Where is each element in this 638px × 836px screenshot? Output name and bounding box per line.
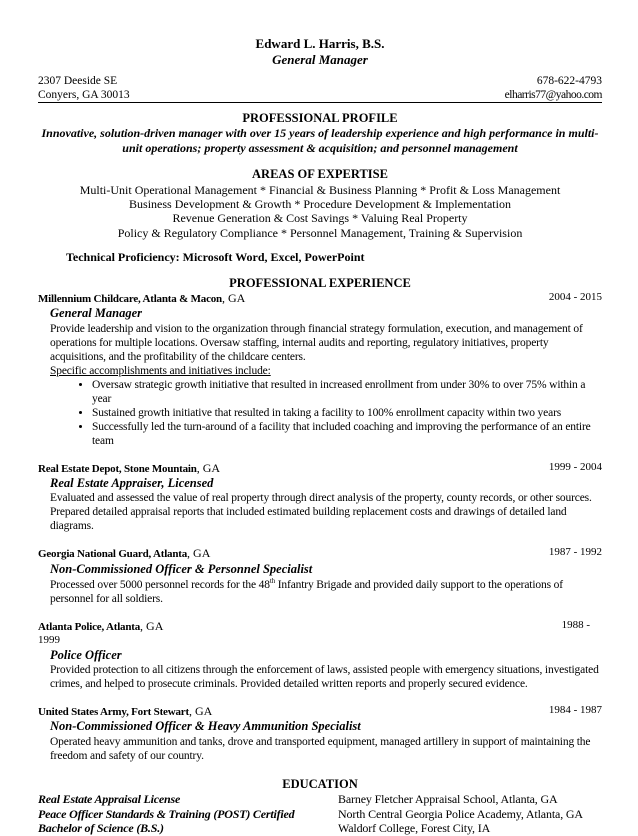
job-state: , GA [188, 704, 213, 719]
education-school: Waldorf College, Forest City, IA [338, 821, 491, 836]
education-credential: Real Estate Appraisal License [38, 791, 181, 806]
technical-proficiency: Technical Proficiency: Microsoft Word, Excel, PowerPoint [66, 250, 365, 265]
address-line-2: Conyers, GA 30013 [38, 88, 130, 101]
education-item [38, 821, 602, 836]
job-description: Operated heavy ammunition and tanks, drove and transported equipment, managed artillery in support of maintaining the freedom and safety of our country. [50, 735, 591, 762]
job-state: , GA [196, 460, 221, 475]
contact-row-2 [38, 88, 602, 103]
education-heading: EDUCATION [282, 776, 358, 791]
candidate-name: Edward L. Harris, B.S. [255, 36, 385, 51]
education-school: North Central Georgia Police Academy, Atlanta, GA [338, 806, 583, 821]
job-role: Real Estate Appraiser, Licensed [50, 476, 214, 491]
job-dates: 1999 - 2004 [548, 460, 602, 473]
job-entry [38, 704, 602, 763]
job-company: Real Estate Depot, Stone Mountain [38, 462, 197, 475]
expertise-heading: AREAS OF EXPERTISE [252, 167, 388, 182]
job-dates: 1988 - [561, 618, 590, 631]
job-description: Provided protection to all citizens through the enforcement of laws, assisted people with emergency situations, investigated crimes, and helped to prosecute criminals. Provided detailed written reports and properly secured evidence. [50, 664, 599, 691]
email-address[interactable]: elharris77@yahoo.com [504, 88, 602, 101]
job-description: Provide leadership and vision to the organization through financial strategy formulation, execution, and management of operations for multiple locations. Oversaw staffing, internal audits and reporting, regulatory initiatives, property acquisitions, and the profitability of the childcare centers. [50, 322, 583, 363]
expertise-line: Policy & Regulatory Compliance * Personnel Management, Training & Supervision [117, 225, 523, 240]
address-line-1: 2307 Deeside SE [38, 74, 118, 87]
phone-number: 678-622-4793 [536, 74, 602, 87]
resume-page [38, 36, 602, 836]
contact-row-1 [38, 74, 602, 88]
education-item [38, 807, 602, 822]
list-item: • Sustained growth initiative that resulted in taking a facility to 100% enrollment capacity within two years [92, 406, 602, 420]
job-header [38, 619, 602, 634]
job-company: Atlanta Police, Atlanta [38, 620, 141, 633]
job-description: Evaluated and assessed the value of real property through direct analysis of the property, county records, or other sources. Prepared detailed appraisal reports that included estimated building replacement costs and drawings of detailed land diagrams. [50, 492, 592, 533]
job-state: , GA [221, 290, 246, 305]
job-description-text: Processed over 5000 personnel records for the 48 [50, 578, 270, 591]
job-dates: 2004 - 2015 [548, 290, 602, 303]
job-state: , GA [140, 618, 164, 633]
job-role: Non-Commissioned Officer & Heavy Ammunition Specialist [50, 719, 361, 734]
job-company: United States Army, Fort Stewart [38, 706, 189, 719]
job-role: General Manager [50, 306, 143, 321]
expertise-line: Business Development & Growth * Procedure Development & Implementation [129, 196, 511, 211]
candidate-title: General Manager [272, 51, 368, 67]
job-entry [38, 546, 602, 606]
education-school: Barney Fletcher Appraisal School, Atlanta, GA [338, 791, 558, 806]
job-role: Non-Commissioned Officer & Personnel Specialist [50, 561, 313, 576]
job-entry [38, 291, 602, 448]
ordinal-suffix: th [269, 577, 276, 586]
job-description-text: Infantry Brigade and provided daily support to the operations of personnel for all soldiers. [50, 578, 563, 605]
job-company: Millennium Childcare, Atlanta & Macon [38, 292, 222, 305]
job-role: Police Officer [50, 647, 122, 662]
list-item: • Oversaw strategic growth initiative that resulted in increased enrollment from under 30% to over 75% within a year [92, 378, 602, 406]
job-state: , GA [187, 546, 211, 561]
expertise-line: Multi-Unit Operational Management * Financial & Business Planning * Profit & Loss Management [79, 182, 561, 197]
job-header [38, 291, 602, 306]
experience-heading: PROFESSIONAL EXPERIENCE [229, 275, 411, 290]
accomplishments-list [38, 378, 602, 448]
profile-heading: PROFESSIONAL PROFILE [242, 110, 398, 125]
education-item [38, 792, 602, 807]
job-company: Georgia National Guard, Atlanta [38, 548, 188, 561]
job-dates: 1987 - 1992 [548, 546, 602, 559]
job-dates-wrap: 1999 [38, 634, 60, 647]
job-header [38, 704, 602, 719]
job-header [38, 461, 602, 476]
education-list [38, 792, 602, 836]
expertise-list [38, 183, 602, 241]
job-dates: 1984 - 1987 [548, 704, 602, 717]
job-header [38, 546, 602, 561]
job-description [50, 577, 602, 606]
job-entry [38, 619, 602, 691]
accomplishments-label: Specific accomplishments and initiatives include: [50, 364, 271, 377]
expertise-line: Revenue Generation & Cost Savings * Valuing Real Property [172, 211, 468, 226]
list-item: • Successfully led the turn-around of a facility that included coaching and improving the performance of an entire team [92, 420, 602, 448]
profile-summary: Innovative, solution-driven manager with over 15 years of leadership experience and high performance in multi-unit operations; property assessment & acquisition; and personnel management [41, 126, 599, 155]
education-credential: Peace Officer Standards & Training (POST) Certified [38, 806, 295, 821]
job-entry [38, 461, 602, 534]
education-credential: Bachelor of Science (B.S.) [38, 821, 164, 836]
